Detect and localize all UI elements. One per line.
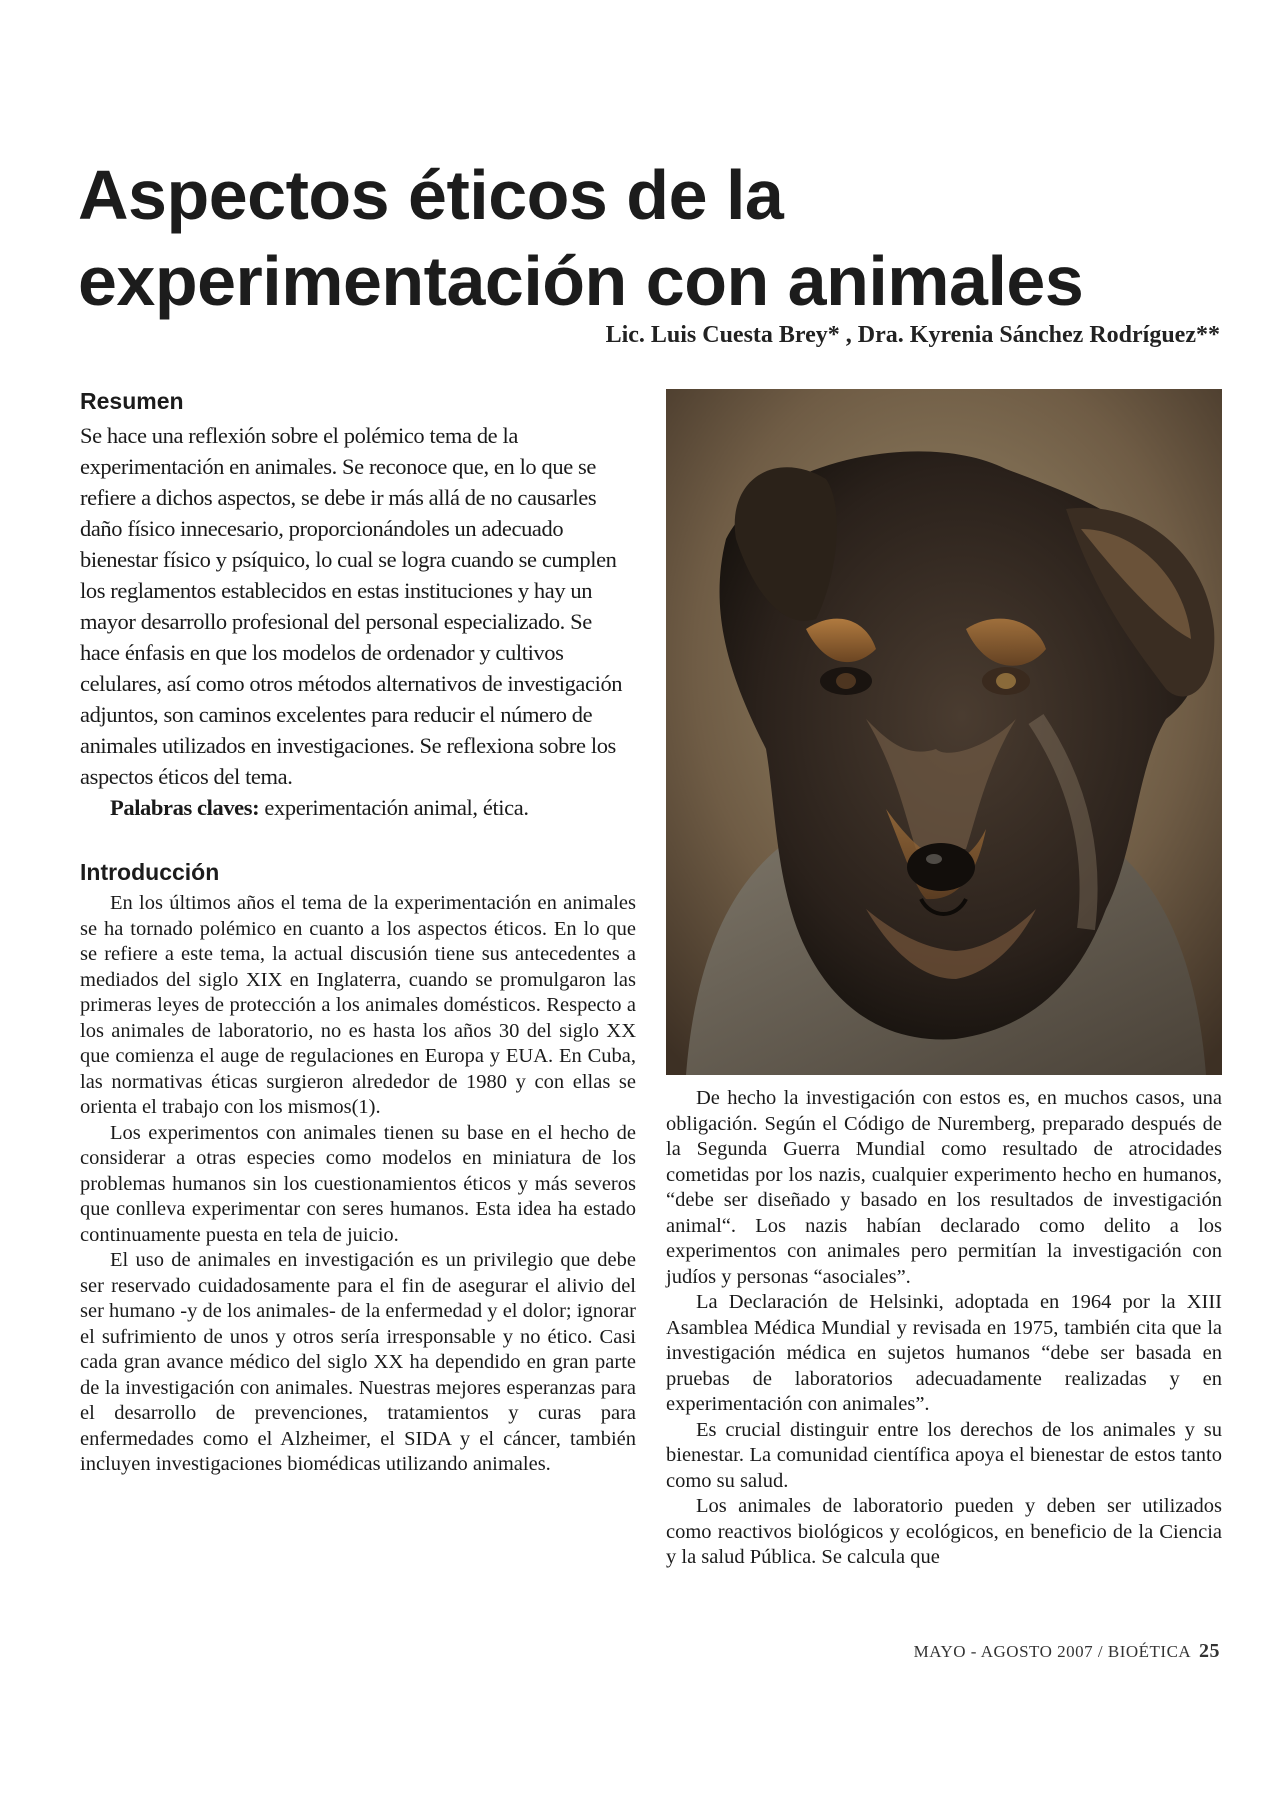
abstract-text: Se hace una reflexión sobre el polémico tema de la experimentación en animales. Se reconoce que, en lo que se refiere a dichos aspectos, se debe ir más allá de no causarles daño físico innecesario, proporcionándoles un adecuado bienestar físico y psíquico, lo cual se logra cuando se cumplen los reglamentos establecidos en estas instituciones y hay un mayor desarrollo profesional del personal especializado. Se hace énfasis en que los modelos de ordenador y cultivos celulares, así como otros métodos alternativos de investigación adjuntos, son caminos excelentes para reducir el número de animales utilizados en investigaciones. Se reflexiona sobre los aspectos éticos del tema. <box>80 423 623 789</box>
page-number: 25 <box>1199 1640 1220 1662</box>
dog-photo <box>666 389 1222 1075</box>
keywords-text: experimentación animal, ética. <box>259 795 529 820</box>
introduction-heading: Introducción <box>80 859 220 885</box>
article-authors: Lic. Luis Cuesta Brey* , Dra. Kyrenia Sánchez Rodríguez** <box>605 322 1220 348</box>
abstract-heading: Resumen <box>80 388 184 414</box>
intro-paragraph-3: El uso de animales en investigación es un privilegio que debe ser reservado cuidadosamente para el fin de asegurar el alivio del ser humano -y de los animales- de la enfermedad y el dolor; ignorar el sufrimiento de unos y otros sería irresponsable y no ético. Casi cada gran avance médico del siglo XX ha dependido en gran parte de la investigación con animales. Nuestras mejores esperanzas para el desarrollo de prevenciones, tratamientos y curas para enfermedades como el Alzheimer, el SIDA y el cáncer, también incluyen investigaciones biomédicas utilizando animales. <box>80 1249 636 1475</box>
intro-paragraph-2: Los experimentos con animales tienen su base en el hecho de considerar a otras especies como modelos en miniatura de los problemas humanos sin los cuestionamientos éticos y más severos que conlleva experimentar con seres humanos. Esta idea ha estado continuamente puesta en tela de juicio. <box>80 1121 636 1246</box>
page-footer <box>914 1640 1220 1663</box>
right-column <box>666 1086 1222 1571</box>
intro-paragraph-1: En los últimos años el tema de la experimentación en animales se ha tornado polémico en cuanto a los aspectos éticos. En lo que se refiere a este tema, la actual discusión tiene sus antecedentes a mediados del siglo XIX en Inglaterra, cuando se promulgaron las primeras leyes de protección a los animales domésticos. Respecto a los animales de laboratorio, no es hasta los años 30 del siglo XX que comienza el auge de regulaciones en Europa y EUA. En Cuba, las normativas éticas surgieron alrededor de 1980 y con ellas se orienta el trabajo con los mismos(1). <box>80 892 636 1118</box>
left-column <box>80 386 636 1478</box>
keywords-label: Palabras claves: <box>110 795 260 820</box>
dog-portrait-illustration <box>666 389 1222 1075</box>
right-paragraph-2: La Declaración de Helsinki, adoptada en 1964 por la XIII Asamblea Médica Mundial y revisada en 1975, también cita que la investigación médica en sujetos humanos “debe ser basada en pruebas de laboratorios adecuadamente realizadas y en experimentación con animales”. <box>666 1291 1222 1415</box>
right-paragraph-1: De hecho la investigación con estos es, en muchos casos, una obligación. Según el Código de Nuremberg, preparado después de la Segunda Guerra Mundial como resultado de atrocidades cometidas por los nazis, cualquier experimento hecho en humanos, “debe ser diseñado y basado en los resultados de investigación animal“. Los nazis habían declarado como delito a los experimentos con animales pero permitían la investigación con judíos y personas “asociales”. <box>666 1087 1222 1288</box>
right-paragraph-3: Es crucial distinguir entre los derechos de los animales y su bienestar. La comunidad científica apoya el bienestar de estos tanto como su salud. <box>666 1418 1222 1492</box>
right-paragraph-4: Los animales de laboratorio pueden y deben ser utilizados como reactivos biológicos y ecológicos, en beneficio de la Ciencia y la salud Pública. Se calcula que <box>666 1495 1222 1568</box>
article-title: Aspectos éticos de la experimentación con animales <box>78 156 1084 320</box>
introduction-section <box>80 857 636 1478</box>
keywords-line <box>80 792 636 823</box>
abstract-section <box>80 386 636 823</box>
journal-issue: MAYO - AGOSTO 2007 / BIOÉTICA <box>913 1642 1191 1661</box>
